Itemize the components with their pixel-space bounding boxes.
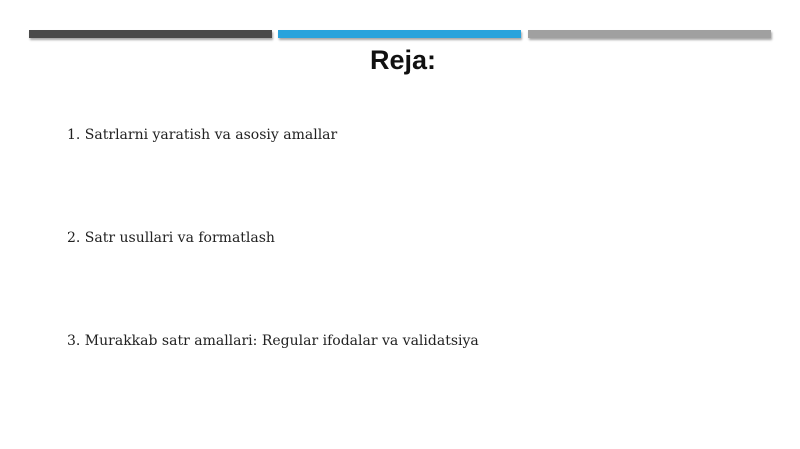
plan-item-2: 2. Satr usullari va formatlash (67, 230, 275, 246)
header-bar-gray (528, 30, 771, 38)
header-bars (29, 30, 771, 38)
header-bar-blue (278, 30, 521, 38)
slide-title: Reja: (369, 45, 437, 75)
header-bar-dark (29, 30, 272, 38)
plan-item-1: 1. Satrlarni yaratish va asosiy amallar (67, 127, 338, 143)
plan-item-3: 3. Murakkab satr amallari: Regular ifodalar va validatsiya (67, 333, 479, 349)
